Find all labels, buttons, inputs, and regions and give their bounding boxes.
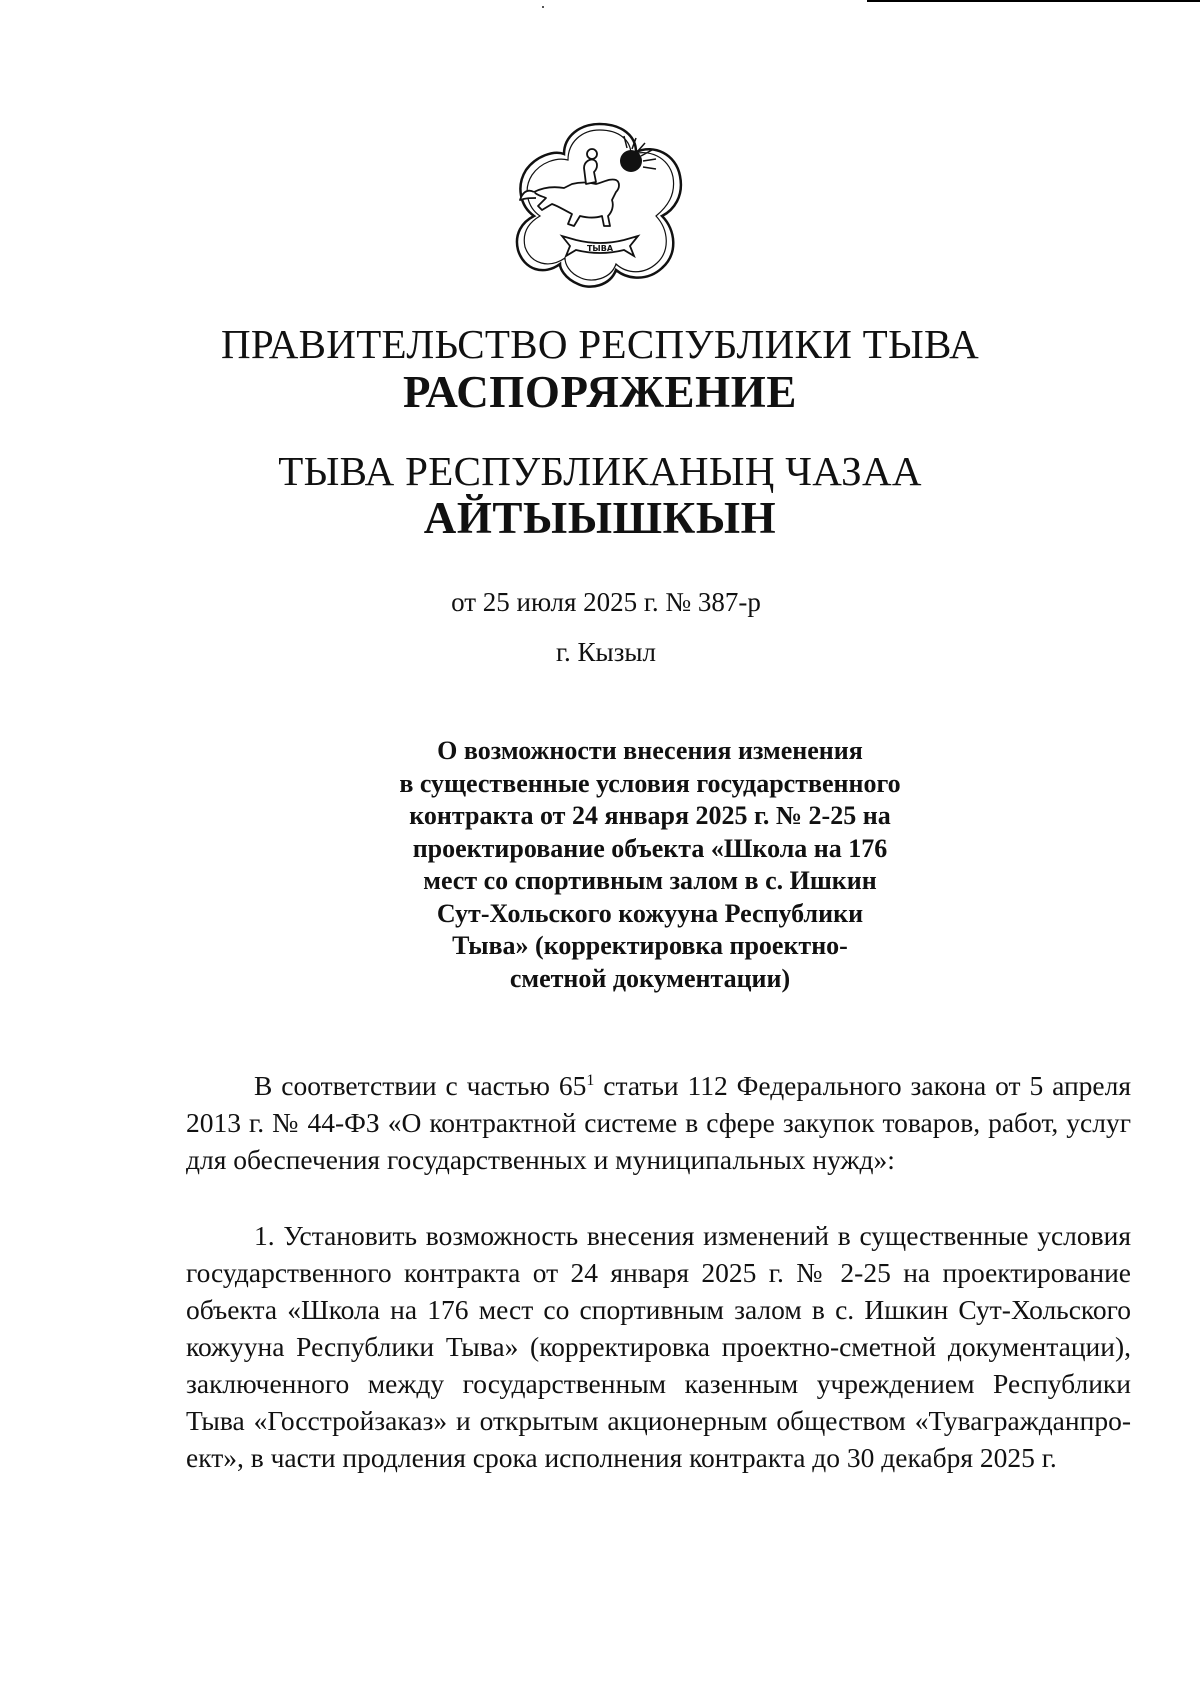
title-line: в существенные условия государственного <box>399 768 901 798</box>
scan-artifact-dot <box>542 6 544 8</box>
document-city: г. Кызыл <box>556 637 656 667</box>
title-line: Сут-Хольского кожууна Республики <box>436 898 864 928</box>
title-line: проектирование объекта «Школа на 176 <box>412 833 888 863</box>
preamble-paragraph <box>186 1067 1131 1178</box>
government-title-tyv: ТЫВА РЕСПУБЛИКАНЫҢ ЧАЗАА <box>278 448 922 494</box>
clause-1-text: 1. Установить возможность внесения изменений в существенные условия государственного контракта от 24 января 2025 г. № 2-25 на проектирование объекта «Школа на 176 мест со спортивным залом в с. Ишкин Сут-Хольского кожууна Республики Тыва» (корректировка проектно-сметной документации), заключенного между государственным казенным учреждением Республики Тыва «Госстройзаказ» и открытым акционерным обществом «Тувагражданпроект», в части продления срока исполнения контракта до 30 декабря 2025 г. <box>186 1220 1131 1473</box>
title-line: О возможности внесения изменения <box>437 736 863 765</box>
scan-edge-line <box>867 0 1200 2</box>
title-line: Тыва» (корректировка проектно- <box>452 931 848 960</box>
document-date-number: от 25 июля 2025 г. № 387-р <box>451 587 761 617</box>
title-line: мест со спортивным залом в с. Ишкин <box>423 866 877 895</box>
clause-1-paragraph <box>186 1217 1131 1476</box>
title-line: контракта от 24 января 2025 г. № 2-25 на <box>409 801 891 830</box>
document-title <box>375 735 925 995</box>
document-type-ru: РАСПОРЯЖЕНИЕ <box>403 367 797 417</box>
title-line: сметной документации) <box>509 963 791 993</box>
document-type-tyv: АЙТЫЫШКЫН <box>423 493 777 543</box>
preamble-superscript: 1 <box>586 1071 595 1089</box>
preamble-text-start: В соответствии с частью 65 <box>254 1070 587 1101</box>
preamble-text-end: статьи 112 Федерального закона от 5 апреля 2013 г. № 44-ФЗ «О контрактной системе в сфере закупок товаров, работ, услуг для обеспечения государственных и муниципальных нужд»: <box>186 1070 1131 1175</box>
tuva-coat-of-arms-icon <box>512 118 687 293</box>
emblem-text: ТЫВА <box>586 244 614 253</box>
government-title-ru: ПРАВИТЕЛЬСТВО РЕСПУБЛИКИ ТЫВА <box>220 321 980 367</box>
